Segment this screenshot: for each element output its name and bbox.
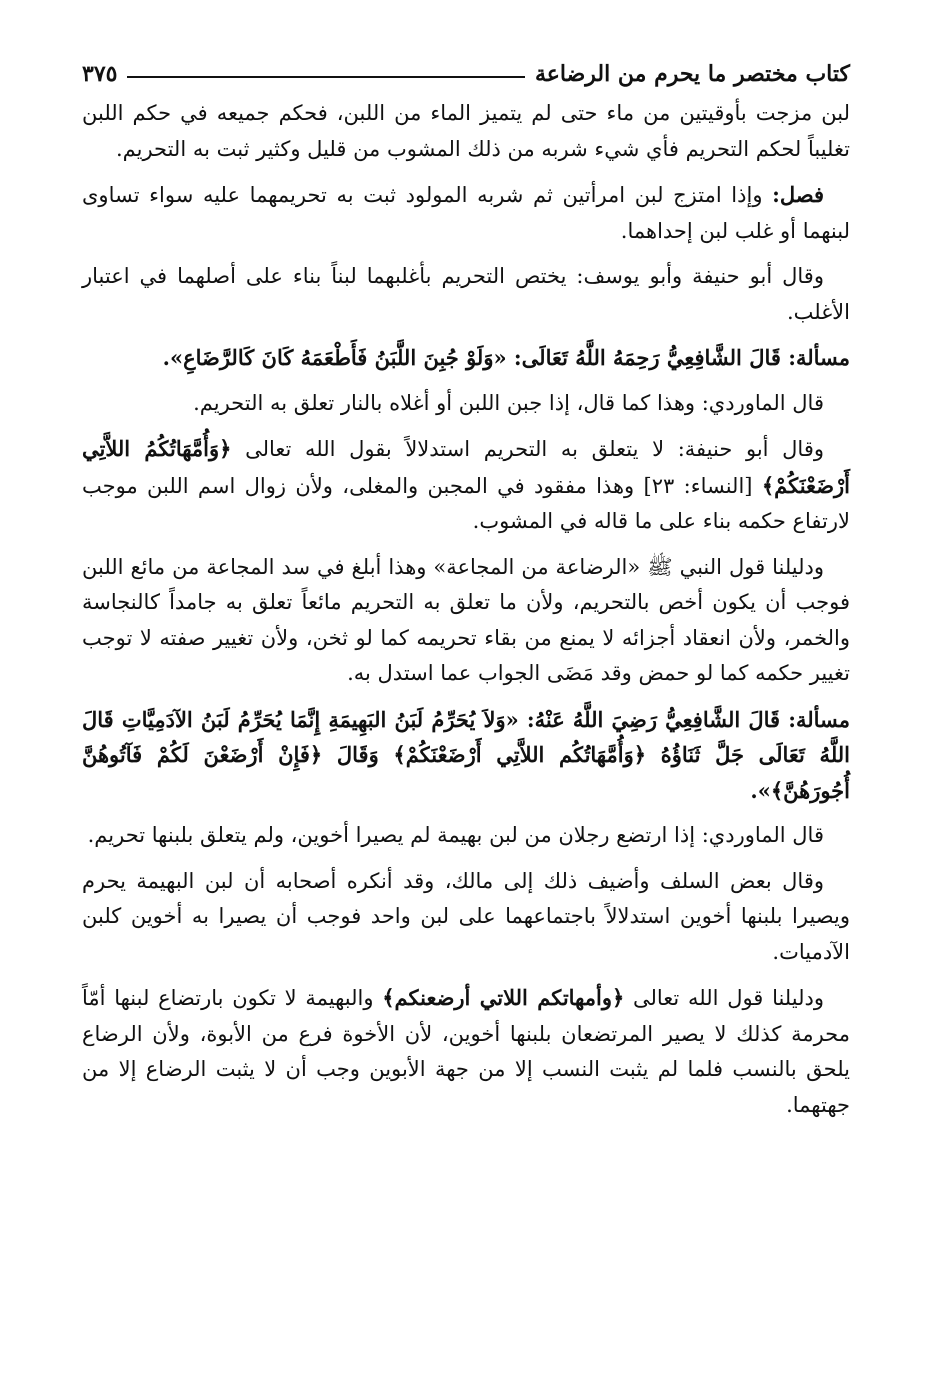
page-number: ٣٧٥ [82, 61, 118, 87]
quran-verse: ﴿فَإِنْ أَرْضَعْنَ لَكُمْ فَآتُوهُنَّ أُجُورَهُنَّ﴾ [82, 742, 850, 803]
paragraph-7: ودليلنا قول النبي ﷺ «الرضاعة من المجاعة» وهذا أبلغ في سد المجاعة من مائع اللبن فوجب أن يكون أخص بالتحريم، ولأن ما تعلق به التحريم مائعاً تعلق به جامداً كالنجاسة والخمر، ولأن انعقاد أجزائه لا يمنع من بقاء تحريمه كما لو ثخن، ولأن تغيير صفته لا توجب تغيير حكمه كما لو حمض وقد مَضَى الجواب عما استدل به. [82, 554, 850, 685]
masala-2-b: وَقَالَ [322, 742, 394, 767]
paragraph-2 [82, 177, 850, 249]
masala-2-a: رَضِيَ اللَّهُ عَنْهُ: «وَلاَ يُحَرِّمُ لَبَنُ البَهِيمَةِ إِنَّمَا يُحَرِّمُ لَبَنُ الآدَمِيَّاتِ قَالَ اللَّهُ تَعَالَى جَلَّ ثَنَاؤُهُ [82, 706, 851, 767]
paragraph-10: وقال بعض السلف وأضيف ذلك إلى مالك، وقد أنكره أصحابه أن لبن البهيمة يحرم ويصيرا بلبنها أخوين استدلالاً باجتماعهما على لبن واحد فوجب أن يصيرا به أخوين كلبن الآدميات. [82, 868, 850, 964]
paragraph-11-b: والبهيمة لا تكون بارتضاع لبنها أمّاً محرمة كذلك لا يصير المرتضعان بلبنها أخوين، لأن الأخوة فرع من الأبوة، ولأن الرضاع يلحق بالنسب فلما لم يثبت النسب إلا من جهة الأبوين وجب أن لا يثبت الرضاع إلا من جهتهما. [82, 986, 850, 1117]
quran-verse: ﴿وَأُمَّهَاتُكُم اللاَّتِي أَرْضَعْنَكُمْ﴾ [393, 742, 647, 767]
masala-2-c: ». [750, 777, 771, 803]
header-rule [127, 76, 525, 78]
running-header [82, 56, 850, 92]
quran-verse: ﴿وَأُمَّهَاتُكُمُ اللاَّتِي أَرْضَعْنَكُمْ﴾ [82, 436, 850, 498]
paragraph-6 [82, 431, 850, 540]
running-title: كتاب مختصر ما يحرم من الرضاعة [534, 61, 850, 87]
masala-1-text: رَحِمَهُ اللَّهُ تَعَالَى: «وَلَوْ جُبِنَ اللَّبَنُ فَأَطْعَمَهُ كَانَ كَالرَّضَاعِ». [162, 345, 667, 370]
masala-2 [82, 702, 850, 809]
book-page [82, 56, 850, 1133]
section-lead: فصل: [772, 182, 824, 207]
paragraph-6-a: وقال أبو حنيفة: لا يتعلق به التحريم استدلالاً بقول الله تعالى [231, 437, 824, 461]
paragraph-9: قال الماوردي: إذا ارتضع رجلان من لبن بهيمة لم يصيرا أخوين، ولم يتعلق بلبنها تحريم. [87, 823, 824, 847]
paragraph-3: وقال أبو حنيفة وأبو يوسف: يختص التحريم بأغلبهما لبناً بناء على أصلهما في اعتبار الأغلب. [82, 264, 850, 324]
paragraph-11-a: ودليلنا قول الله تعالى [624, 986, 824, 1010]
paragraph-2-text: وإذا امتزج لبن امرأتين ثم شربه المولود ثبت به تحريمهما عليه سواء تساوى لبنهما أو غلب لبن إحداهما. [82, 183, 850, 243]
masala-2-lead: مسألة: قَالَ الشَّافِعِيُّ [665, 706, 850, 732]
masala-1-lead: مسألة: قَالَ الشَّافِعِيُّ [666, 345, 850, 370]
page-body [82, 96, 850, 1123]
quran-verse: ﴿وأمهاتكم اللاتي أرضعنكم﴾ [382, 985, 625, 1010]
paragraph-6-b: [النساء: ٢٣] وهذا مفقود في المجبن والمغلى، ولأن زوال اسم اللبن موجب لارتفاع حكمه بناء على ما قاله في المشوب. [82, 473, 850, 533]
paragraph-11 [82, 980, 850, 1123]
paragraph-1: لبن مزجت بأوقيتين من ماء حتى لم يتميز الماء من اللبن، فحكم جميعه في حكم اللبن تغليباً لحكم التحريم فأي شيء شربه من ذلك المشوب من قليل وكثير ثبت به التحريم. [82, 101, 850, 161]
masala-1 [82, 340, 850, 376]
paragraph-5: قال الماوردي: وهذا كما قال، إذا جبن اللبن أو أغلاه بالنار تعلق به التحريم. [193, 390, 824, 415]
